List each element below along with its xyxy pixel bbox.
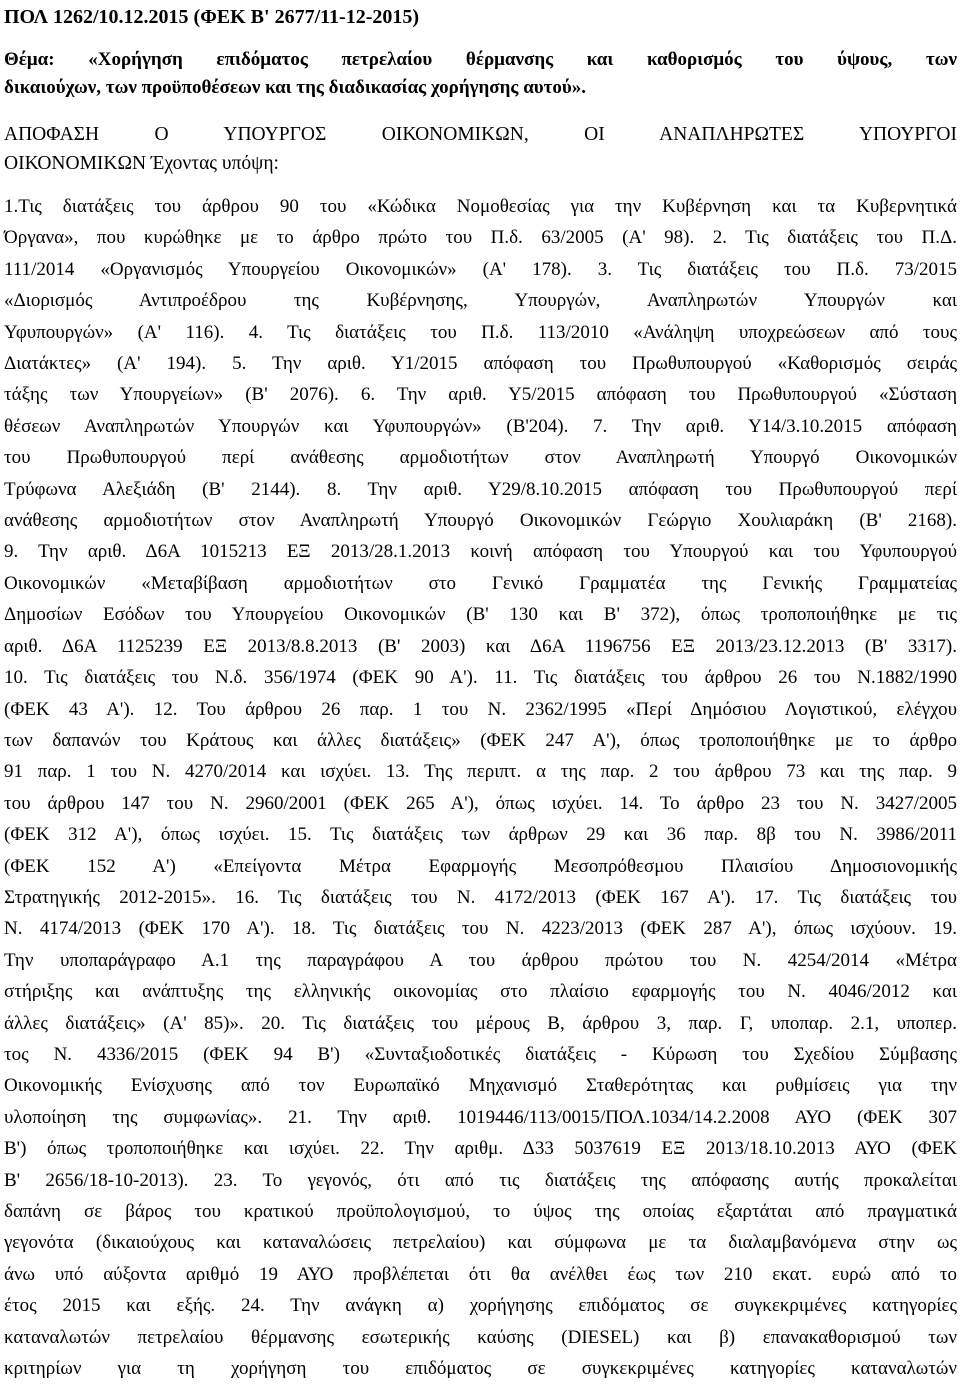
body-line: (ΦΕΚ 152 Α') «Επείγοντα Μέτρα Εφαρμογής Μεσοπρόθεσμου Πλαισίου Δημοσιονομικής — [4, 855, 957, 877]
subject-line: δικαιούχων, των προϋποθέσεων και της διαδικασίας χορήγησης αυτού». — [4, 77, 587, 98]
body-line: άλλες διατάξεις» (Α' 85)». 20. Τις διατάξεις του μέρους Β, άρθρου 3, παρ. Γ, υποπαρ. 2.1, υποπερ. — [4, 1012, 957, 1034]
body-line: (ΦΕΚ 43 Α'). 12. Του άρθρου 26 παρ. 1 του Ν. 2362/1995 «Περί Δημόσιου Λογιστικού, ελέγχου — [4, 698, 957, 720]
body-line: του άρθρου 147 του Ν. 2960/2001 (ΦΕΚ 265 Α'), όπως ισχύει. 14. Το άρθρο 23 του Ν. 3427/2005 — [4, 792, 957, 814]
body-line: Β' 2656/18-10-2013). 23. Το γεγονός, ότι από τις διατάξεις της απόφασης αυτής προκαλείται — [4, 1169, 957, 1191]
body-line: Δημοσίων Εσόδων του Υπουργείου Οικονομικών (Β' 130 και Β' 372), όπως τροποποιήθηκε με τις — [4, 604, 957, 626]
body-line: Στρατηγικής 2012-2015». 16. Τις διατάξεις του Ν. 4172/2013 (ΦΕΚ 167 Α'). 17. Τις διατάξεις του — [4, 886, 957, 908]
body-line: άνω υπό αύξοντα αριθμό 19 ΑΥΟ προβλέπεται ότι θα ανέλθει έως των 210 εκατ. ευρώ από το — [4, 1263, 957, 1285]
intro-line: ΑΠΟΦΑΣΗ Ο ΥΠΟΥΡΓΟΣ ΟΙΚΟΝΟΜΙΚΩΝ, ΟΙ ΑΝΑΠΛΗΡΩΤΕΣ ΥΠΟΥΡΓΟΙ — [4, 124, 957, 145]
considerations-paragraph — [4, 191, 957, 1384]
body-line: υλοποίηση της συμφωνίας». 21. Την αριθ. 1019446/113/0015/ΠΟΛ.1034/14.2.2008 ΑΥΟ (ΦΕΚ 307 — [4, 1106, 957, 1128]
body-line: «Διορισμός Αντιπροέδρου της Κυβέρνησης, Υπουργών, Αναπληρωτών Υπουργών και — [4, 290, 957, 312]
body-line: 91 παρ. 1 του Ν. 4270/2014 και ισχύει. 13. Της περιπτ. α της παρ. 2 του άρθρου 73 και της παρ. 9 — [4, 761, 957, 783]
body-line: Διατάκτες» (Α' 194). 5. Την αριθ. Υ1/2015 απόφαση του Πρωθυπουργού «Καθορισμός σειράς — [4, 353, 957, 375]
body-line: δαπάνη σε βάρος του κρατικού προϋπολογισμού, το ύψος της οποίας εξαρτάται από πραγματικά — [4, 1201, 957, 1222]
body-line: έτος 2015 και εξής. 24. Την ανάγκη α) χορήγησης επιδόματος σε συγκεκριμένες κατηγορίες — [4, 1295, 957, 1317]
body-line: 1.Τις διατάξεις του άρθρου 90 του «Κώδικα Νομοθεσίας για την Κυβέρνηση και τα Κυβερνητικά — [4, 196, 957, 217]
body-line: Οικονομικής Ενίσχυσης από τον Ευρωπαϊκό Μηχανισμό Σταθερότητας και ρυθμίσεις για την — [4, 1075, 957, 1097]
body-line: θέσεων Αναπληρωτών Υπουργών και Υφυπουργών» (Β'204). 7. Την αριθ. Υ14/3.10.2015 απόφαση — [4, 415, 957, 437]
body-line: Τρύφωνα Αλεξιάδη (Β' 2144). 8. Την αριθ. Υ29/8.10.2015 απόφαση του Πρωθυπουργού περί — [4, 478, 957, 500]
body-line: Την υποπαράγραφο Α.1 της παραγράφου Α του άρθρου πρώτου του Ν. 4254/2014 «Μέτρα — [4, 949, 957, 971]
body-line: τος Ν. 4336/2015 (ΦΕΚ 94 Β') «Συνταξιοδοτικές διατάξεις - Κύρωση του Σχεδίου Σύμβασης — [4, 1043, 957, 1065]
subject-line: Θέμα: «Χορήγηση επιδόματος πετρελαίου θέρμανσης και καθορισμός του ύψους, των — [4, 49, 957, 70]
subject-heading — [4, 46, 957, 102]
body-line: (ΦΕΚ 312 Α'), όπως ισχύει. 15. Τις διατάξεις των άρθρων 29 και 36 παρ. 8β του Ν. 3986/2011 — [4, 824, 957, 846]
decision-intro — [4, 120, 957, 178]
body-line: Όργανα», που κυρώθηκε με το άρθρο πρώτο του Π.δ. 63/2005 (Α' 98). 2. Τις διατάξεις του Π.Δ. — [4, 227, 957, 249]
body-line: του Πρωθυπουργού περί ανάθεσης αρμοδιοτήτων στον Αναπληρωτή Υπουργό Οικονομικών — [4, 447, 957, 469]
body-line: των δαπανών του Κράτους και άλλες διατάξεις» (ΦΕΚ 247 Α'), όπως τροποποιήθηκε με το άρθρο — [4, 729, 957, 751]
body-line: 111/2014 «Οργανισμός Υπουργείου Οικονομικών» (Α' 178). 3. Τις διατάξεις του Π.δ. 73/2015 — [4, 258, 957, 280]
body-line: Οικονομικών «Μεταβίβαση αρμοδιοτήτων στο Γενικό Γραμματέα της Γενικής Γραμματείας — [4, 572, 957, 594]
document-title: ΠΟΛ 1262/10.12.2015 (ΦΕΚ Β' 2677/11-12-2015) — [4, 6, 420, 28]
body-line: 10. Τις διατάξεις του Ν.δ. 356/1974 (ΦΕΚ 90 Α'). 11. Τις διατάξεις του άρθρου 26 του Ν.1882/1990 — [4, 667, 957, 689]
body-line: 9. Την αριθ. Δ6Α 1015213 ΕΞ 2013/28.1.2013 κοινή απόφαση του Υπουργού και του Υφυπουργού — [4, 541, 957, 563]
body-line: Β') όπως τροποποιήθηκε και ισχύει. 22. Την αριθμ. Δ33 5037619 ΕΞ 2013/18.10.2013 ΑΥΟ (ΦΕΚ — [4, 1138, 957, 1160]
intro-line: ΟΙΚΟΝΟΜΙΚΩΝ Έχοντας υπόψη: — [4, 153, 279, 174]
body-line: ανάθεσης αρμοδιοτήτων στον Αναπληρωτή Υπουργό Οικονομικών Γεώργιο Χουλιαράκη (Β' 2168). — [4, 510, 957, 532]
body-line: αριθ. Δ6Α 1125239 ΕΞ 2013/8.8.2013 (Β' 2003) και Δ6Α 1196756 ΕΞ 2013/23.12.2013 (Β' 3317). — [4, 635, 957, 657]
body-line: Ν. 4174/2013 (ΦΕΚ 170 Α'). 18. Τις διατάξεις του Ν. 4223/2013 (ΦΕΚ 287 Α'), όπως ισχύουν. 19. — [4, 918, 957, 940]
body-line: στήριξης και ανάπτυξης της ελληνικής οικονομίας στο πλαίσιο εφαρμογής του Ν. 4046/2012 και — [4, 981, 957, 1003]
body-line: κριτηρίων για τη χορήγηση του επιδόματος σε συγκεκριμένες κατηγορίες καταναλωτών — [4, 1358, 957, 1380]
body-line: γεγονότα (δικαιούχους και καταναλώσεις πετρελαίου) και σύμφωνα με τα διαλαμβανόμενα στην ως — [4, 1232, 957, 1254]
body-line: καταναλωτών πετρελαίου θέρμανσης εσωτερικής καύσης (DIESEL) και β) επανακαθορισμού των — [4, 1326, 957, 1348]
body-line: Υφυπουργών» (Α' 116). 4. Τις διατάξεις του Π.δ. 113/2010 «Ανάληψη υποχρεώσεων από τους — [4, 321, 957, 343]
body-line: τάξης των Υπουργείων» (Β' 2076). 6. Την αριθ. Υ5/2015 απόφαση του Πρωθυπουργού «Σύσταση — [4, 384, 957, 406]
